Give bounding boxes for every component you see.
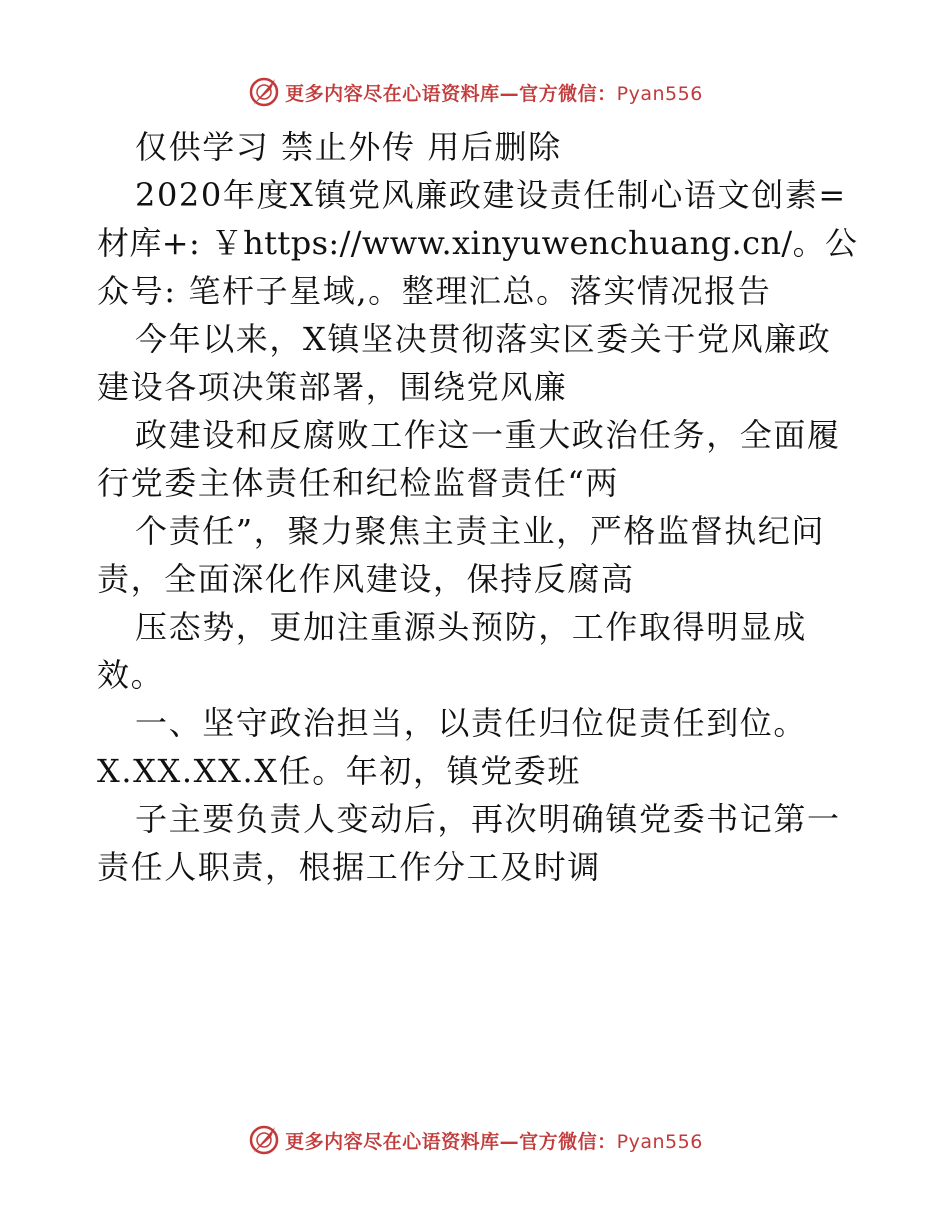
- doc-line: 今年以来，X镇坚决贯彻落实区委关于党风廉政: [135, 320, 832, 358]
- doc-line: 责，全面深化作风建设，保持反腐高: [97, 560, 635, 598]
- watermark-text: 更多内容尽在心语资料库—官方微信：Pyan556: [285, 1130, 703, 1153]
- doc-line: 压态势，更加注重源头预防，工作取得明显成: [135, 608, 808, 646]
- red-quill-seal-icon: [247, 75, 281, 109]
- footer-watermark: [0, 1120, 950, 1160]
- watermark-text: 更多内容尽在心语资料库—官方微信：Pyan556: [285, 82, 703, 105]
- doc-line: 个责任”，聚力聚焦主责主业，严格监督执纪问: [135, 512, 825, 550]
- doc-line: 效。: [97, 656, 165, 694]
- doc-line: 仅供学习 禁止外传 用后删除: [135, 128, 562, 166]
- doc-line: 材库+: ￥https://www.xinyuwenchuang.cn/。公: [97, 224, 858, 262]
- doc-line: 一、坚守政治担当，以责任归位促责任到位。: [135, 704, 808, 742]
- doc-line: 行党委主体责任和纪检监督责任“两: [97, 464, 619, 502]
- doc-line: 子主要负责人变动后，再次明确镇党委书记第一: [135, 800, 841, 838]
- red-quill-seal-icon: [247, 1123, 281, 1157]
- doc-line: 政建设和反腐败工作这一重大政治任务，全面履: [135, 416, 841, 454]
- doc-line: 建设各项决策部署，围绕党风廉: [97, 368, 568, 406]
- header-watermark: [0, 72, 950, 112]
- doc-line: 2020年度X镇党风廉政建设责任制心语文创素=: [135, 176, 847, 214]
- document-body: [97, 123, 857, 891]
- doc-line: X.XX.XX.X任。年初，镇党委班: [97, 752, 582, 790]
- doc-line: 众号: 笔杆子星域,。整理汇总。落实情况报告: [97, 272, 772, 310]
- doc-line: 责任人职责，根据工作分工及时调: [97, 848, 602, 886]
